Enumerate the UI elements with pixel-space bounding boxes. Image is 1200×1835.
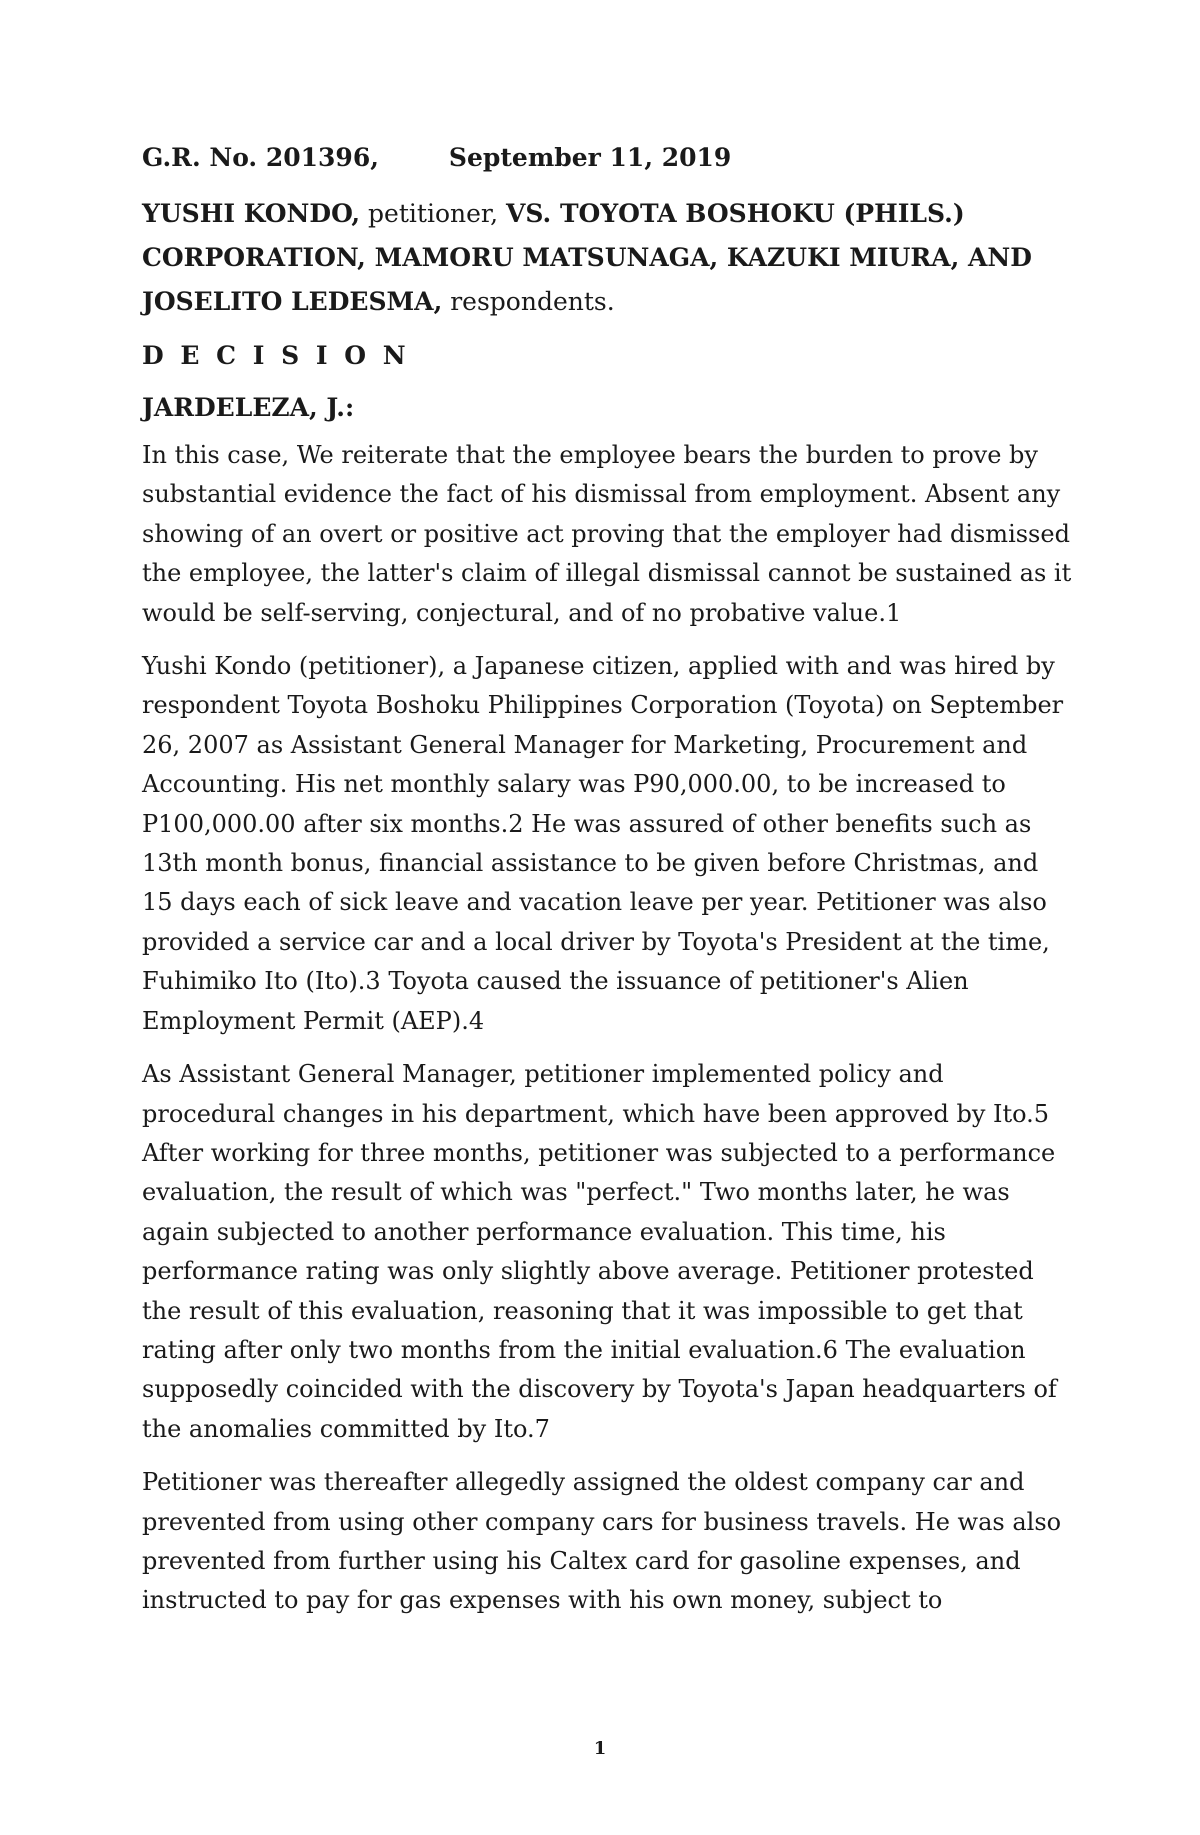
case-header bbox=[142, 138, 1072, 178]
petitioner-role: petitioner, bbox=[360, 199, 506, 228]
paragraph-3: As Assistant General Manager, petitioner implemented policy and procedural changes in his department, which have been approved by Ito.5 After working for three months, petitioner was subjected to a performance evaluation, the result of which was "perfect." Two months later, he was again subjected to another performance evaluation. This time, his performance rating was only slightly above average. Petitioner protested the result of this evaluation, reasoning that it was impossible to get that rating after only two months from the initial evaluation.6 The evaluation supposedly coincided with the discovery by Toyota's Japan headquarters of the anomalies committed by Ito.7 bbox=[142, 1060, 1057, 1443]
case-date: September 11, 2019 bbox=[448, 143, 732, 172]
petitioner-name: YUSHI KONDO, bbox=[142, 199, 361, 228]
decision-title: D E C I S I O N bbox=[142, 341, 410, 370]
respondents-role: respondents. bbox=[442, 287, 615, 316]
page-number: 1 bbox=[593, 1738, 607, 1759]
paragraph-2: Yushi Kondo (petitioner), a Japanese citizen, applied with and was hired by respondent Toyota Boshoku Philippines Corporation (Toyota) on September 26, 2007 as Assistant General Manager for Marketing, Procurement and Accounting. His net monthly salary was P90,000.00, to be increased to P100,000.00 after six months.2 He was assured of other benefits such as 13th month bonus, financial assistance to be given before Christmas, and 15 days each of sick leave and vacation leave per year. Petitioner was also provided a service car and a local driver by Toyota's President at the time, Fuhimiko Ito (Ito).3 Toyota caused the issuance of petitioner's Alien Employment Permit (AEP).4 bbox=[142, 652, 1064, 1035]
paragraph-1: In this case, We reiterate that the employee bears the burden to prove by substantial evidence the fact of his dismissal from employment. Absent any showing of an overt or positive act proving that the employer had dismissed the employee, the latter's claim of illegal dismissal cannot be sustained as it would be self-serving, conjectural, and of no probative value.1 bbox=[142, 441, 1072, 627]
document-page bbox=[142, 138, 1072, 1635]
ponente: JARDELEZA, J.: bbox=[142, 393, 355, 422]
paragraph-4: Petitioner was thereafter allegedly assigned the oldest company car and prevented from using other company cars for business travels. He was also prevented from further using his Caltex card for gasoline expenses, and instructed to pay for gas expenses with his own money, subject to bbox=[142, 1468, 1062, 1615]
respondents-names: VS. TOYOTA BOSHOKU (PHILS.) CORPORATION, MAMORU MATSUNAGA, KAZUKI MIURA, AND JOSELITO LEDESMA, bbox=[142, 199, 1032, 316]
case-number: G.R. No. 201396, bbox=[142, 143, 379, 172]
case-parties bbox=[142, 192, 1072, 324]
